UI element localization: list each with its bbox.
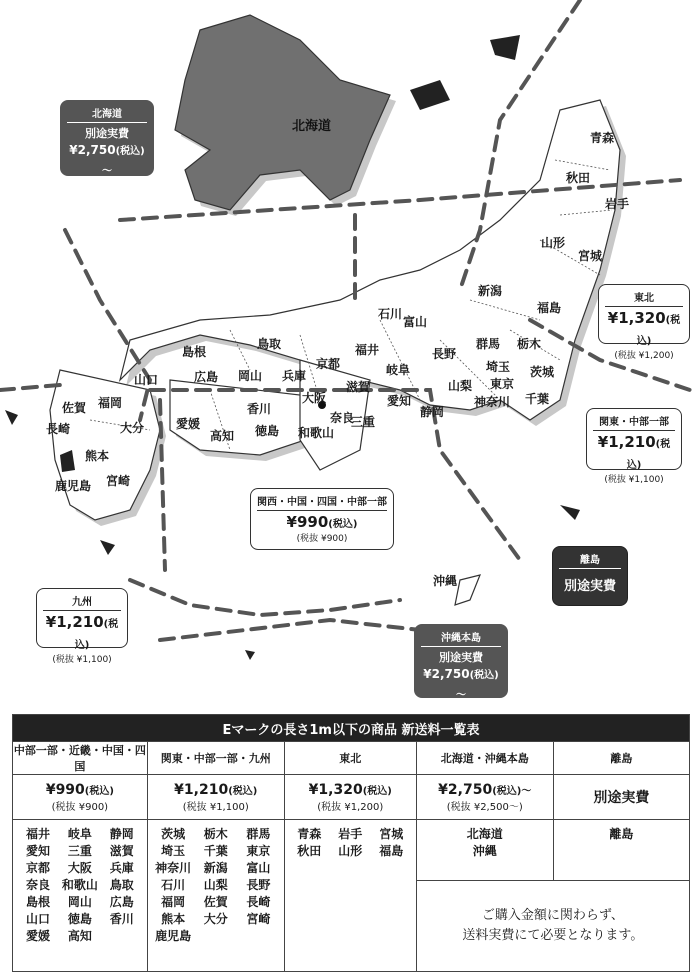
badge-okinawa-price: ¥2,750 xyxy=(423,667,470,681)
price-tohoku-excl: (税抜 ¥1,200) xyxy=(317,801,384,813)
pref-cell: 広島 xyxy=(109,895,134,909)
pref-cell: 福井 xyxy=(25,827,50,841)
badge-hokkaido-excl: (税抜 ¥2,500～) xyxy=(72,181,142,191)
price-hokkaido-excl: (税抜 ¥2,500～) xyxy=(446,801,523,813)
badge-ritou xyxy=(552,546,628,606)
badge-tohoku-region: 東北 xyxy=(605,289,683,307)
price-tohoku-tax: (税込) xyxy=(362,785,392,797)
badge-kanto-price: ¥1,210 xyxy=(597,433,656,451)
label-saitama: 埼玉 xyxy=(486,360,511,374)
pref-cell: 山口 xyxy=(25,912,50,926)
pref-cell: 和歌山 xyxy=(61,878,98,892)
label-nagano: 長野 xyxy=(432,347,457,361)
badge-hokkaido xyxy=(60,100,154,191)
pref-cell: 埼玉 xyxy=(161,844,186,858)
label-yamagata: 山形 xyxy=(541,236,566,250)
list-item xyxy=(152,877,280,894)
pref-list-kanto xyxy=(147,820,284,972)
list-item xyxy=(289,826,412,843)
pref-cell: 佐賀 xyxy=(203,895,228,909)
pref-cell: 宮崎 xyxy=(246,912,271,926)
pref-cell: 鳥取 xyxy=(109,878,134,892)
badge-kanto-tax: (税込) xyxy=(626,439,671,471)
label-shizuoka: 静岡 xyxy=(420,405,445,419)
label-yamanashi: 山梨 xyxy=(448,379,473,393)
label-iwate: 岩手 xyxy=(605,197,630,211)
pref-cell: 三重 xyxy=(67,844,92,858)
pref-cell: 島根 xyxy=(25,895,50,909)
label-gunma: 群馬 xyxy=(476,337,501,351)
pref-cell xyxy=(194,928,237,945)
badge-okinawa xyxy=(414,624,508,715)
list-item xyxy=(17,860,143,877)
pref-cell: 神奈川 xyxy=(155,861,192,875)
label-tokyo: 東京 xyxy=(490,377,515,391)
pref-list-ritou xyxy=(553,820,689,881)
label-kochi: 高知 xyxy=(210,429,235,443)
pref-cell: 愛知 xyxy=(25,844,50,858)
price-tohoku-value: ¥1,320 xyxy=(308,781,363,798)
badge-kyushu-region: 九州 xyxy=(43,593,121,611)
table-title: Eマークの長さ1m以下の商品 新送料一覧表 xyxy=(13,715,690,742)
pref-cell: 石川 xyxy=(161,878,186,892)
badge-kansai-excl: (税抜 ¥900) xyxy=(296,534,348,544)
pref-cell: 長野 xyxy=(246,878,271,892)
price-hokkaido-value: ¥2,750 xyxy=(438,781,493,798)
price-kanto-value: ¥1,210 xyxy=(174,781,229,798)
label-tokushima: 徳島 xyxy=(255,424,280,438)
label-kagoshima: 鹿児島 xyxy=(55,479,92,493)
list-item xyxy=(421,843,549,860)
label-chiba: 千葉 xyxy=(525,392,550,406)
list-item xyxy=(17,843,143,860)
price-kansai-value: ¥990 xyxy=(45,781,85,798)
pref-cell: 大阪 xyxy=(67,861,92,875)
label-aichi: 愛知 xyxy=(387,394,412,408)
label-hokkaido: 北海道 xyxy=(292,119,332,134)
badge-kyushu-excl: (税抜 ¥1,100) xyxy=(52,655,112,665)
badge-tohoku-excl: (税抜 ¥1,200) xyxy=(614,351,674,361)
price-kanto-tax: (税込) xyxy=(228,785,258,797)
label-kumamoto: 熊本 xyxy=(85,449,110,463)
header-kanto: 関東・中部一部・九州 xyxy=(147,742,284,775)
label-kanagawa: 神奈川 xyxy=(474,395,511,409)
list-item xyxy=(152,843,280,860)
pref-cell: 岡山 xyxy=(67,895,92,909)
badge-kansai-region: 関西・中国・四国・中部一部 xyxy=(257,493,387,511)
label-shimane: 島根 xyxy=(182,345,207,359)
badge-hokkaido-region: 北海道 xyxy=(67,105,147,123)
pref-cell: 岩手 xyxy=(338,827,363,841)
label-aomori: 青森 xyxy=(590,131,615,145)
badge-kanto-region: 関東・中部一部 xyxy=(593,413,675,431)
pref-cell: 滋賀 xyxy=(109,844,134,858)
price-kansai-tax: (税込) xyxy=(84,785,114,797)
list-item xyxy=(152,894,280,911)
note-line-2: 送料実費にて必要となります。 xyxy=(462,928,644,943)
pref-cell: 福岡 xyxy=(161,895,186,909)
label-tottori: 鳥取 xyxy=(257,337,282,351)
label-hyogo: 兵庫 xyxy=(282,369,307,383)
badge-kanto-excl: (税抜 ¥1,100) xyxy=(604,475,664,485)
price-hokkaido-okinawa xyxy=(416,775,553,820)
list-item xyxy=(152,928,280,945)
pref-cell: 福島 xyxy=(379,844,404,858)
label-gifu: 岐阜 xyxy=(386,363,411,377)
label-oita: 大分 xyxy=(120,421,145,435)
badge-okinawa-excl: (税抜 ¥2,500～) xyxy=(426,705,496,715)
badge-hokkaido-special: 別途実費 xyxy=(85,127,129,140)
pref-cell: 北海道 xyxy=(466,827,503,841)
list-item xyxy=(152,860,280,877)
badge-kansai-price: ¥990 xyxy=(286,513,329,531)
pref-cell: 長崎 xyxy=(246,895,271,909)
label-kagawa: 香川 xyxy=(247,402,272,416)
price-kansai-excl: (税抜 ¥900) xyxy=(51,801,109,813)
label-nagasaki: 長崎 xyxy=(46,422,71,436)
label-fukuoka: 福岡 xyxy=(98,396,123,410)
header-hokkaido-okinawa: 北海道・沖縄本島 xyxy=(416,742,553,775)
badge-okinawa-tax: (税込)～ xyxy=(456,670,499,701)
pref-cell xyxy=(237,928,280,945)
list-item xyxy=(17,911,143,928)
badge-okinawa-region: 沖縄本島 xyxy=(421,629,501,647)
label-niigata: 新潟 xyxy=(478,284,503,298)
badge-kyushu xyxy=(36,588,128,665)
list-item xyxy=(17,826,143,843)
label-osaka: 大阪 xyxy=(302,391,327,405)
label-akita: 秋田 xyxy=(566,171,591,185)
price-tohoku xyxy=(284,775,416,820)
price-kanto-excl: (税抜 ¥1,100) xyxy=(182,801,249,813)
pref-cell: 奈良 xyxy=(25,878,50,892)
pref-cell: 栃木 xyxy=(203,827,228,841)
label-kyoto: 京都 xyxy=(316,357,341,371)
pref-cell: 大分 xyxy=(203,912,228,926)
pref-list-hokkaido-okinawa xyxy=(416,820,553,881)
badge-ritou-special: 別途実費 xyxy=(563,579,616,594)
shipping-fee-table xyxy=(12,714,690,972)
badge-tohoku-tax: (税込) xyxy=(636,315,681,347)
list-item xyxy=(152,826,280,843)
badge-kansai-tax: (税込) xyxy=(328,519,358,530)
pref-cell: 愛媛 xyxy=(25,929,50,943)
price-hokkaido-tax: (税込)～ xyxy=(492,785,532,797)
badge-kyushu-tax: (税込) xyxy=(74,619,119,651)
price-kanto xyxy=(147,775,284,820)
price-ritou-special: 別途実費 xyxy=(593,790,650,806)
badge-okinawa-special: 別途実費 xyxy=(439,651,483,664)
pref-cell: 高知 xyxy=(67,929,92,943)
pref-cell: 兵庫 xyxy=(109,861,134,875)
label-fukushima: 福島 xyxy=(537,301,562,315)
pref-cell: 熊本 xyxy=(161,912,186,926)
pref-list-kansai xyxy=(13,820,148,972)
list-item xyxy=(558,826,685,843)
label-okinawa: 沖縄 xyxy=(433,574,458,588)
note-line-1: ご購入金額に関わらず、 xyxy=(481,908,624,923)
label-wakayama: 和歌山 xyxy=(298,426,335,440)
pref-cell: 富山 xyxy=(246,861,271,875)
pref-cell: 香川 xyxy=(109,912,134,926)
shipping-note xyxy=(416,881,689,972)
price-kansai xyxy=(13,775,148,820)
label-mie: 三重 xyxy=(351,415,376,429)
pref-cell: 宮城 xyxy=(379,827,404,841)
list-item xyxy=(17,894,143,911)
okinawa-shape xyxy=(455,575,480,605)
badge-ritou-region: 離島 xyxy=(559,551,621,569)
badge-tohoku-price: ¥1,320 xyxy=(607,309,666,327)
label-saga: 佐賀 xyxy=(62,401,87,415)
label-nara: 奈良 xyxy=(330,411,355,425)
pref-list-tohoku xyxy=(284,820,416,972)
pref-cell: 東京 xyxy=(246,844,271,858)
header-ritou: 離島 xyxy=(553,742,689,775)
pref-cell: 沖縄 xyxy=(472,844,497,858)
label-okayama: 岡山 xyxy=(238,369,263,383)
badge-tohoku xyxy=(598,284,690,361)
price-ritou xyxy=(553,775,689,820)
pref-cell: 静岡 xyxy=(109,827,134,841)
badge-kyushu-price: ¥1,210 xyxy=(45,613,104,631)
list-item xyxy=(289,843,412,860)
pref-cell: 群馬 xyxy=(246,827,271,841)
badge-hokkaido-price: ¥2,750 xyxy=(69,143,116,157)
label-yamaguchi: 山口 xyxy=(134,373,159,387)
badge-kanto xyxy=(586,408,682,485)
label-fukui: 福井 xyxy=(355,343,380,357)
label-miyazaki: 宮崎 xyxy=(106,474,131,488)
label-tochigi: 栃木 xyxy=(517,337,542,351)
list-item xyxy=(421,826,549,843)
list-item xyxy=(17,928,143,945)
pref-cell: 山形 xyxy=(338,844,363,858)
label-hiroshima: 広島 xyxy=(194,370,219,384)
label-shiga: 滋賀 xyxy=(346,380,371,394)
header-kansai: 中部一部・近畿・中国・四国 xyxy=(13,742,148,775)
list-item xyxy=(152,911,280,928)
list-item xyxy=(17,877,143,894)
pref-cell: 青森 xyxy=(297,827,322,841)
pref-cell: 徳島 xyxy=(67,912,92,926)
pref-cell: 千葉 xyxy=(203,844,228,858)
pref-cell: 茨城 xyxy=(161,827,186,841)
badge-hokkaido-tax: (税込)～ xyxy=(102,146,145,177)
pref-cell: 岐阜 xyxy=(67,827,92,841)
badge-kansai xyxy=(250,488,394,550)
label-ehime: 愛媛 xyxy=(176,417,201,431)
pref-cell: 秋田 xyxy=(297,844,322,858)
header-tohoku: 東北 xyxy=(284,742,416,775)
label-toyama: 富山 xyxy=(403,315,428,329)
pref-cell: 山梨 xyxy=(203,878,228,892)
label-ibaraki: 茨城 xyxy=(530,365,555,379)
pref-cell: 鹿児島 xyxy=(155,929,192,943)
pref-cell: 京都 xyxy=(25,861,50,875)
label-ishikawa: 石川 xyxy=(378,307,403,321)
pref-cell: 離島 xyxy=(609,827,634,841)
pref-cell xyxy=(101,928,143,945)
label-miyagi: 宮城 xyxy=(578,249,603,263)
pref-cell: 新潟 xyxy=(203,861,228,875)
